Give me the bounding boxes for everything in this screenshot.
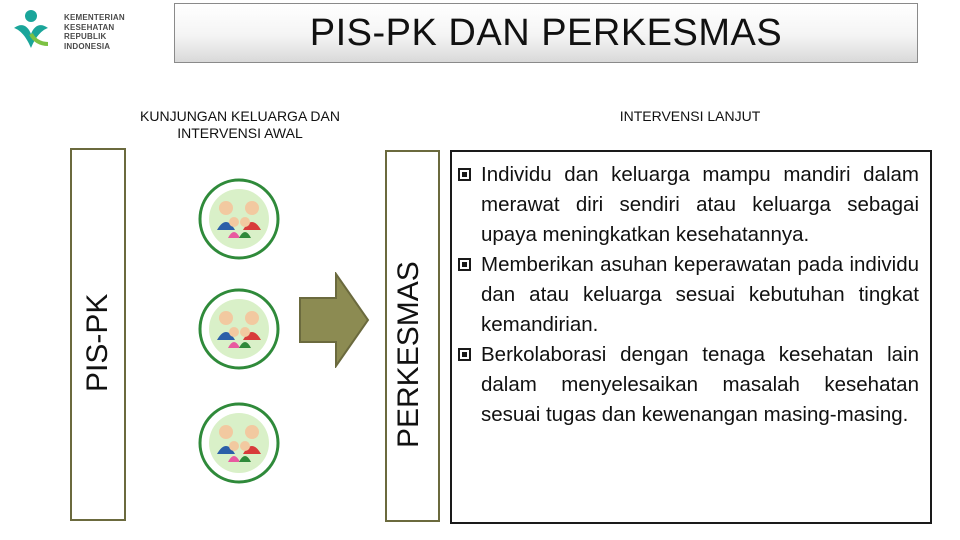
ministry-name-line: REPUBLIK	[64, 32, 107, 41]
pispk-label: PIS-PK	[81, 293, 114, 392]
keluarga-sehat-icon	[198, 178, 280, 260]
keluarga-sehat-icon	[198, 288, 280, 370]
intervention-text: Memberikan asuhan keperawatan pada individu dan atau keluarga sesuai kebutuhan tingkat kemandirian.	[481, 253, 919, 336]
intervention-text: Berkolaborasi dengan tenaga kesehatan lain dalam menyelesaikan masalah kesehatan sesuai tugas dan kewenangan masing-masing.	[481, 343, 919, 426]
ministry-emblem-icon	[8, 8, 54, 54]
right-column-heading: INTERVENSI LANJUT	[619, 108, 761, 124]
list-item	[457, 160, 919, 250]
slide-title: PIS-PK DAN PERKESMAS	[309, 11, 783, 54]
checkbox-bullet-icon	[457, 347, 472, 362]
perkesmas-label: PERKESMAS	[392, 261, 425, 448]
ministry-name-line: INDONESIA	[64, 41, 111, 51]
keluarga-sehat-icon	[198, 402, 280, 484]
ministry-name-line: KESEHATAN	[64, 22, 115, 32]
list-item	[457, 250, 919, 340]
ministry-name-line: KEMENTERIAN	[64, 13, 125, 22]
ministry-name	[64, 13, 125, 51]
ministry-logo	[8, 8, 148, 54]
title-banner	[174, 3, 918, 63]
intervention-list	[457, 160, 919, 430]
checkbox-bullet-icon	[457, 167, 472, 182]
checkbox-bullet-icon	[457, 257, 472, 272]
left-column-heading: KUNJUNGAN KELUARGA DAN INTERVENSI AWAL	[140, 108, 340, 141]
intervention-text: Individu dan keluarga mampu mandiri dalam merawat diri sendiri atau keluarga sebagai upaya meningkatkan kesehatannya.	[481, 163, 919, 246]
right-arrow-icon	[298, 272, 370, 368]
list-item	[457, 340, 919, 430]
